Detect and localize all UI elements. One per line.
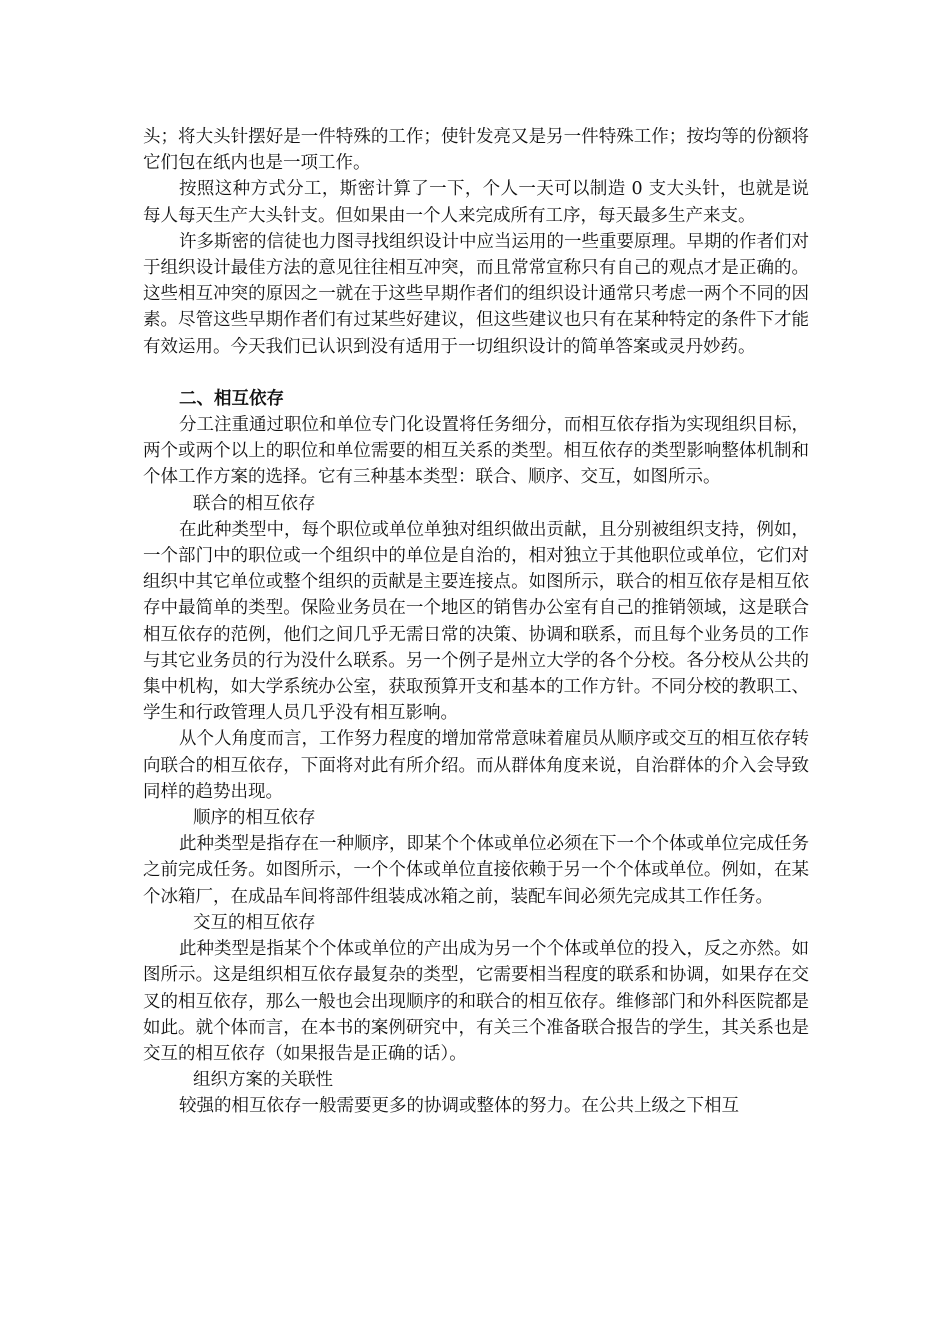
document-body (143, 124, 809, 1120)
paragraph-interdependence-intro: 分工注重通过职位和单位专门化设置将任务细分，而相互依存指为实现组织目标，两个或两个以上的职位和单位需要的相互关系的类型。相互依存的类型影响整体机制和个体工作方案的选择。它有三种基本类型：联合、顺序、交互，如图所示。 (143, 415, 809, 488)
paragraph-reciprocal: 此种类型是指某个个体或单位的产出成为另一个个体或单位的投入，反之亦然。如图所示。这是组织相互依存最复杂的类型，它需要相当程度的联系和协调，如果存在交叉的相互依存，那么一般也会出现顺序的和联合的相互依存。维修部门和外科医院都是如此。就个体而言，在本书的案例研究中，有关三个准备联合报告的学生，其关系也是交互的相互依存（如果报告是正确的话）。 (143, 939, 809, 1064)
paragraph-pooled: 在此种类型中，每个职位或单位单独对组织做出贡献，且分别被组织支持，例如，一个部门中的职位或一个组织中的单位是自治的，相对独立于其他职位或单位，它们对组织中其它单位或整个组织的贡献是主要连接点。如图所示，联合的相互依存是相互依存中最简单的类型。保险业务员在一个地区的销售办公室有自己的推销领域，这是联合相互依存的范例，他们之间几乎无需日常的决策、协调和联系，而且每个业务员的工作与其它业务员的行为没什么联系。另一个例子是州立大学的各个分校。各分校从公共的集中机构，如大学系统办公室，获取预算开支和基本的工作方针。不同分校的教职工、学生和行政管理人员几乎没有相互影响。 (143, 519, 809, 724)
paragraph-sequential: 此种类型是指存在一种顺序，即某个个体或单位必须在下一个个体或单位完成任务之前完成任务。如图所示，一个个体或单位直接依赖于另一个个体或单位。例如，在某个冰箱厂，在成品车间将部件组装成冰箱之前，装配车间必须先完成其工作任务。 (143, 834, 809, 907)
subheading-reciprocal: 交互的相互依存 (193, 912, 316, 933)
paragraph-coordination: 较强的相互依存一般需要更多的协调或整体的努力。在公共上级之下相互 (179, 1096, 739, 1117)
subheading-relevance: 组织方案的关联性 (193, 1070, 333, 1091)
paragraph-continuation: 头；将大头针摆好是一件特殊的工作；使针发亮又是另一件特殊工作；按均等的份额将它们包在纸内也是一项工作。 (143, 127, 809, 174)
paragraph-smith-followers: 许多斯密的信徒也力图寻找组织设计中应当运用的一些重要原理。早期的作者们对于组织设计最佳方法的意见往往相互冲突，而且常常宣称只有自己的观点才是正确的。这些相互冲突的原因之一就在于这些早期作者们的组织设计通常只考虑一两个不同的因素。尽管这些早期作者们有过某些好建议，但这些建议也只有在某种特定的条件下才能有效运用。今天我们已认识到没有适用于一切组织设计的简单答案或灵丹妙药。 (143, 231, 809, 357)
paragraph-pin-calculation: 按照这种方式分工，斯密计算了一下，个人一天可以制造 0 支大头针，也就是说每人每天生产大头针支。但如果由一个人来完成所有工序，每天最多生产来支。 (143, 179, 809, 226)
subheading-sequential: 顺序的相互依存 (193, 808, 316, 829)
paragraph-individual-view: 从个人角度而言，工作努力程度的增加常常意味着雇员从顺序或交互的相互依存转向联合的相互依存，下面将对此有所介绍。而从群体角度来说，自治群体的介入会导致同样的趋势出现。 (143, 729, 809, 802)
section-heading: 二、相互依存 (179, 388, 284, 409)
section-spacer (143, 360, 809, 386)
subheading-pooled: 联合的相互依存 (193, 493, 316, 514)
